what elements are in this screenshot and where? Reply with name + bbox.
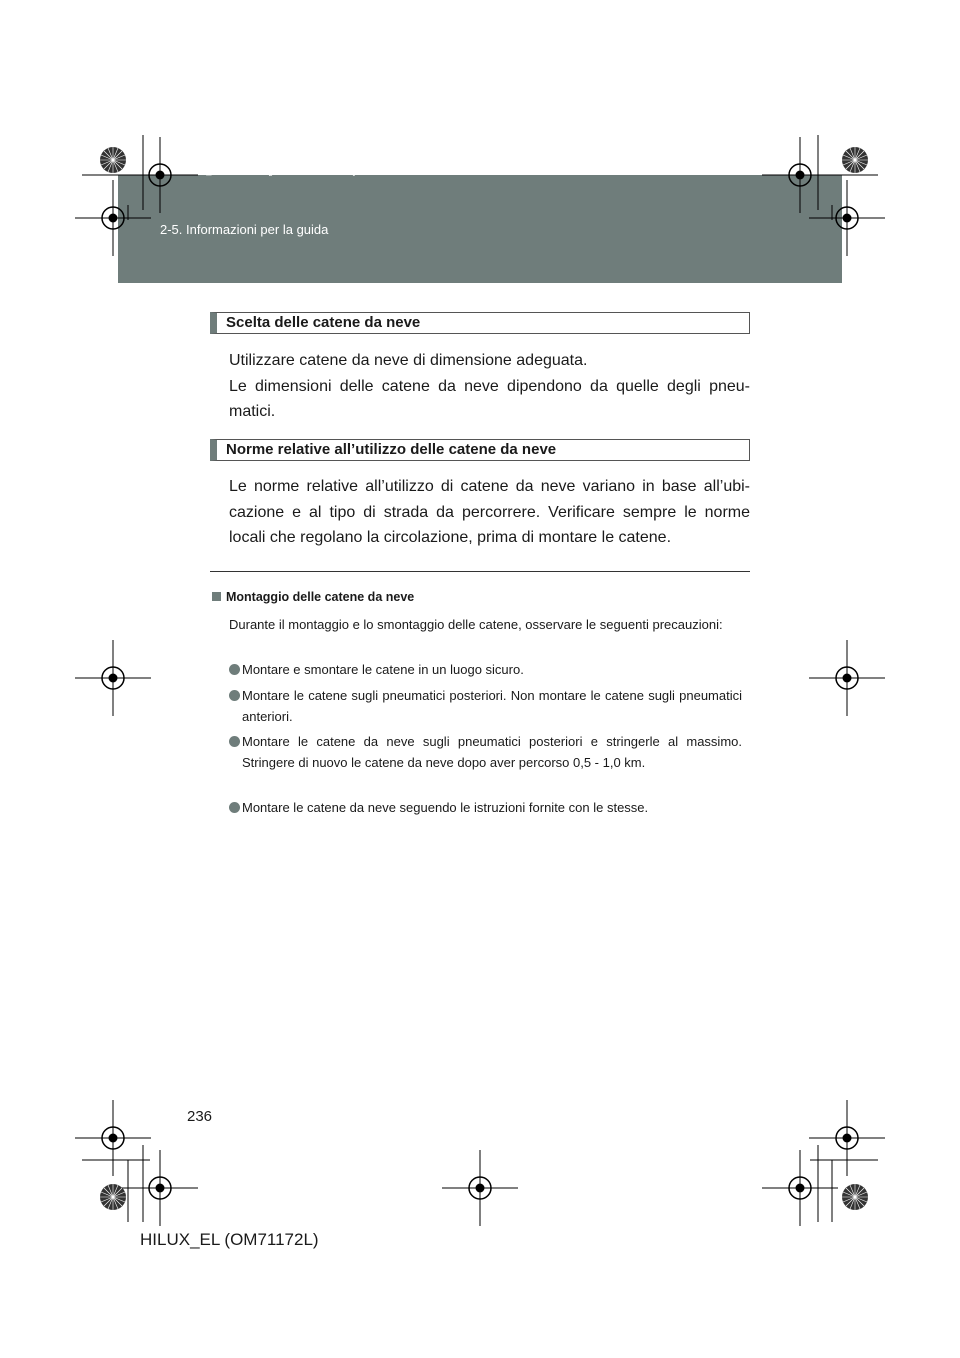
- note-title-text: Montaggio delle catene da neve: [226, 590, 415, 604]
- registration-mark-icon: [75, 640, 151, 716]
- registration-mark-icon: [809, 640, 885, 716]
- registration-mark-icon: [122, 1150, 198, 1226]
- registration-mark-icon: [762, 137, 838, 213]
- document-code: HILUX_EL (OM71172L): [140, 1230, 319, 1249]
- registration-mark-icon: [809, 180, 885, 256]
- color-bar-icon: [100, 1184, 126, 1210]
- paragraph-line: Utilizzare catene da neve di dimensione adeguata.: [229, 352, 588, 369]
- page-number: 236: [187, 1108, 213, 1125]
- paragraph-text: Le norme relative all’utilizzo di catene da neve variano in base all’ubi-cazione e al tipo di strada da percorrere. Verificare sempre le norme locali che regolano la circolazione, prima di montare le catene.: [229, 478, 750, 546]
- section-heading-snow-chains-choice: Scelta delle catene da neve: [210, 312, 750, 334]
- registration-mark-icon: [762, 1150, 838, 1226]
- note-intro: Durante il montaggio e lo smontaggio delle catene, osservare le seguenti precauzioni:: [229, 617, 723, 632]
- list-item-text: Montare le catene sugli pneumatici posteriori. Non montare le catene sugli pneumatici anteriori.: [242, 688, 742, 724]
- registration-mark-icon: [809, 1100, 885, 1176]
- book-stamp: HILUX_EL.book Page 236 Wednesday, March 23, 2011 3:30 PM: [178, 167, 493, 177]
- color-bar-icon: [842, 147, 868, 173]
- list-item-text: Montare le catene da neve sugli pneumatici posteriori e stringerle al massimo. Stringere di nuovo le catene da neve dopo aver percorso 0,5 - 1,0 km.: [242, 734, 742, 770]
- color-bar-icon: [842, 1184, 868, 1210]
- registration-mark-icon: [75, 1100, 151, 1176]
- registration-mark-icon: [122, 137, 198, 213]
- registration-mark-icon: [442, 1150, 518, 1226]
- color-bar-icon: [100, 147, 126, 173]
- section-label: 2-5. Informazioni per la guida: [160, 222, 329, 237]
- paragraph-line: Le dimensioni delle catene da neve dipendono da quelle degli pneu-matici.: [229, 377, 750, 420]
- registration-mark-icon: [75, 180, 151, 256]
- list-item-text: Montare e smontare le catene in un luogo sicuro.: [242, 662, 524, 677]
- list-item-text: Montare le catene da neve seguendo le istruzioni fornite con le stesse.: [242, 800, 649, 815]
- section-heading-snow-chains-rules: Norme relative all’utilizzo delle catene da neve: [210, 439, 750, 461]
